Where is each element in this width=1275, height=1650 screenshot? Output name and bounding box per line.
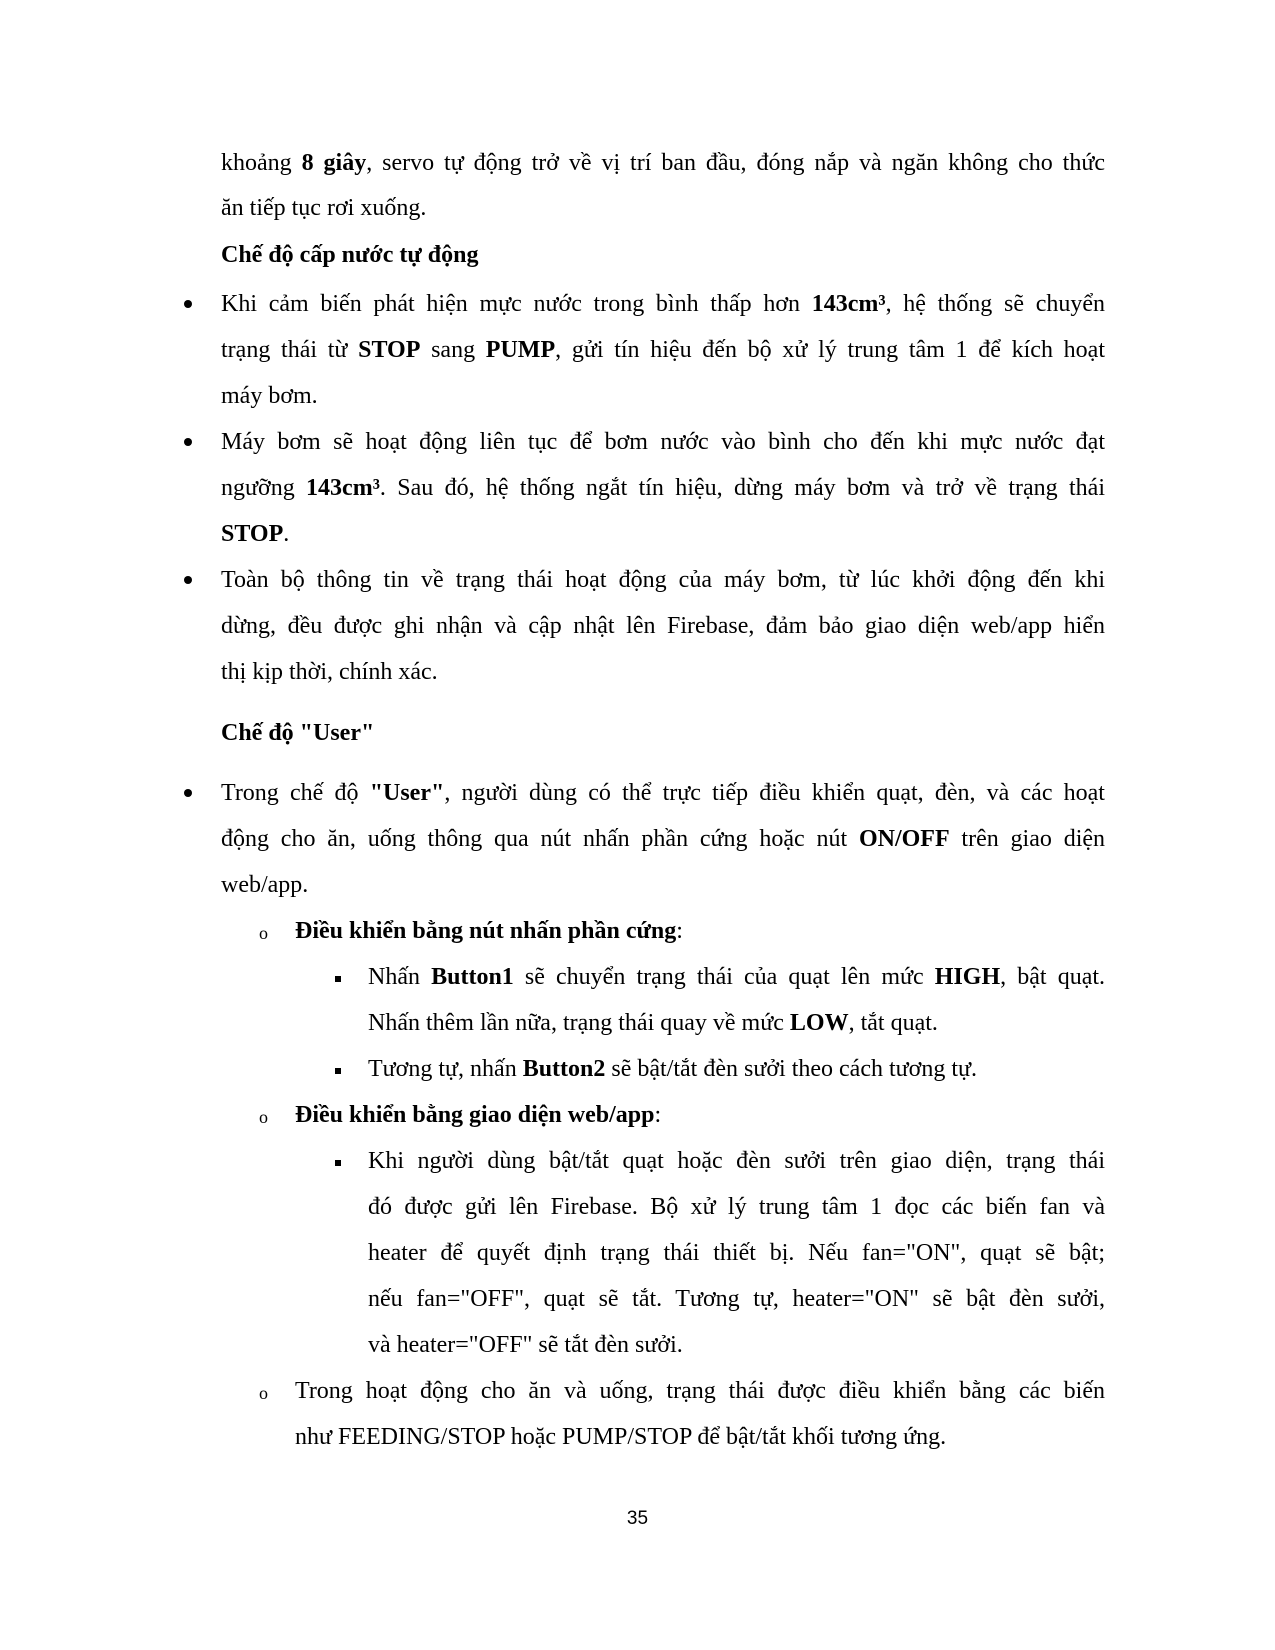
bullet-dot [184,576,192,584]
water-b1-line-1: Khi cảm biến phát hiện mực nước trong bình thấp hơn 143cm³, hệ thống sẽ chuyển [221,291,1106,317]
intro-line-1: khoảng 8 giây, servo tự động trở về vị trí ban đầu, đóng nắp và ngăn không cho thức [221,150,1106,176]
water-b2-line-1: Máy bơm sẽ hoạt động liên tục để bơm nước vào bình cho đến khi mực nước đạt [221,429,1105,455]
section-heading-user: Chế độ "User" [221,720,375,746]
user-b1-line-2: động cho ăn, uống thông qua nút nhấn phần cứng hoặc nút ON/OFF trên giao diện [221,826,1106,852]
water-b2-line-2: ngưỡng 143cm³. Sau đó, hệ thống ngắt tín hiệu, dừng máy bơm và trở về trạng thái [221,475,1105,501]
bullet-dot [184,438,192,446]
square-bullet [335,1160,341,1166]
sub1-i2-line-1: Tương tự, nhấn Button2 sẽ bật/tắt đèn sưởi theo cách tương tự. [368,1056,978,1082]
water-b1-line-2: trạng thái từ STOP sang PUMP, gửi tín hiệu đến bộ xử lý trung tâm 1 để kích hoạt [221,337,1105,363]
water-b3-line-2: dừng, đều được ghi nhận và cập nhật lên Firebase, đảm bảo giao diện web/app hiển [221,613,1105,639]
bullet-dot [184,789,192,797]
page-number: 35 [626,1508,649,1529]
bullet-dot [184,300,192,308]
section-heading-water: Chế độ cấp nước tự động [221,242,479,268]
user-b1-line-3: web/app. [221,872,309,898]
water-b2-line-3: STOP. [221,521,290,547]
water-b3-line-1: Toàn bộ thông tin về trạng thái hoạt động của máy bơm, từ lúc khởi động đến khi [221,567,1105,593]
sub1-title: Điều khiển bằng nút nhấn phần cứng: [295,918,683,944]
sub3-line-2: như FEEDING/STOP hoặc PUMP/STOP để bật/tắt khối tương ứng. [295,1424,947,1450]
sub2-i1-line-3: heater để quyết định trạng thái thiết bị. Nếu fan="ON", quạt sẽ bật; [368,1240,1105,1266]
water-b3-line-3: thị kịp thời, chính xác. [221,659,438,685]
square-bullet [335,1068,341,1074]
sub2-title: Điều khiển bằng giao diện web/app: [295,1102,662,1128]
sub2-i1-line-5: và heater="OFF" sẽ tắt đèn sưởi. [368,1332,683,1358]
square-bullet [335,976,341,982]
water-b1-line-3: máy bơm. [221,383,318,409]
sub1-i1-line-2: Nhấn thêm lần nữa, trạng thái quay về mức LOW, tắt quạt. [368,1010,938,1036]
sub2-i1-line-4: nếu fan="OFF", quạt sẽ tắt. Tương tự, heater="ON" sẽ bật đèn sưởi, [368,1286,1105,1312]
sub1-i1-line-1: Nhấn Button1 sẽ chuyển trạng thái của quạt lên mức HIGH, bật quạt. [368,964,1106,990]
circle-bullet: o [259,1107,268,1127]
circle-bullet: o [259,1383,268,1403]
intro-line-2: ăn tiếp tục rơi xuống. [221,195,427,221]
sub2-i1-line-2: đó được gửi lên Firebase. Bộ xử lý trung tâm 1 đọc các biến fan và [368,1194,1105,1220]
user-b1-line-1: Trong chế độ "User", người dùng có thể trực tiếp điều khiển quạt, đèn, và các hoạt [221,780,1105,806]
sub2-i1-line-1: Khi người dùng bật/tắt quạt hoặc đèn sưởi trên giao diện, trạng thái [368,1148,1105,1174]
circle-bullet: o [259,923,268,943]
sub3-line-1: Trong hoạt động cho ăn và uống, trạng thái được điều khiển bằng các biến [295,1378,1105,1404]
